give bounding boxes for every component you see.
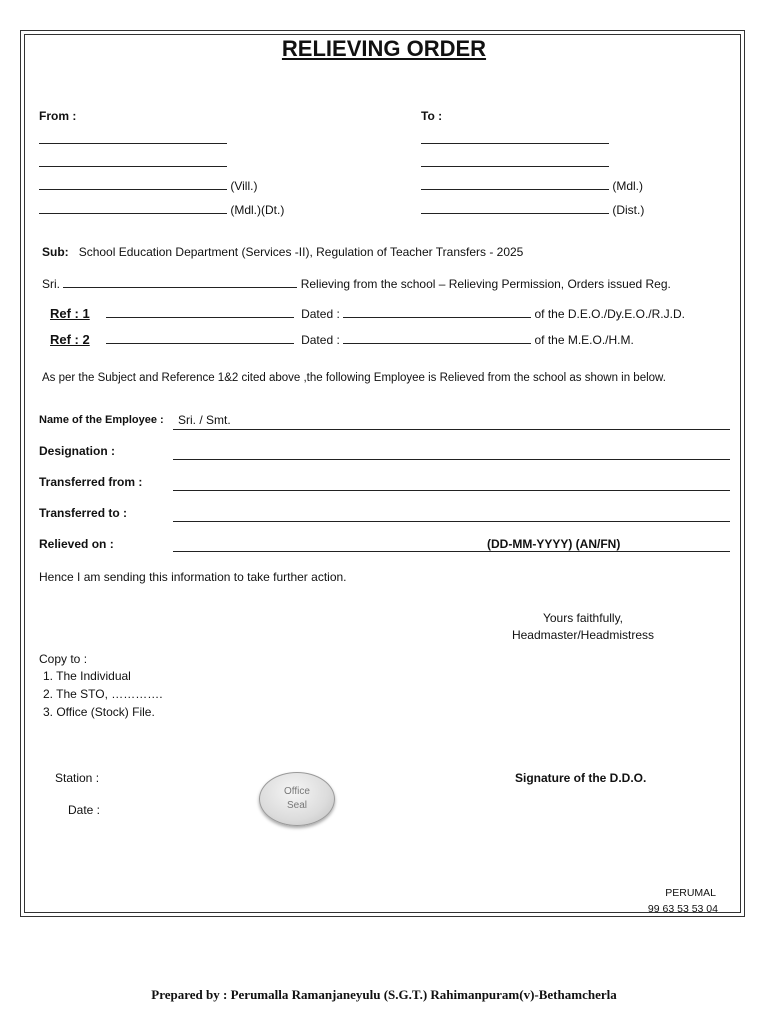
relieved-on-label: Relieved on :	[39, 537, 114, 551]
village-label: (Vill.)	[230, 179, 258, 193]
copy-to-item: 3. Office (Stock) File.	[43, 705, 155, 719]
prepared-by-footer: Prepared by : Perumalla Ramanjaneyulu (S.G.T.) Rahimanpuram(v)-Bethamcherla	[151, 987, 617, 1002]
from-label: From :	[39, 109, 77, 123]
headmaster-title: Headmaster/Headmistress	[511, 628, 655, 642]
ref-2-number-blank[interactable]	[106, 332, 294, 344]
from-line-mandal-district[interactable]	[39, 202, 284, 217]
to-line-1[interactable]	[421, 132, 609, 147]
employee-name-line[interactable]	[173, 429, 730, 430]
mandal-district-label: (Mdl.)(Dt.)	[230, 203, 285, 217]
date-label: Date :	[68, 803, 101, 817]
sri-line: Sri. Relieving from the school – Relieving Permission, Orders issued Reg.	[42, 277, 671, 291]
from-line-2[interactable]	[39, 155, 227, 170]
office-seal: Office Seal	[259, 772, 335, 826]
to-line-2[interactable]	[421, 155, 609, 170]
subject-label: Sub:	[42, 245, 69, 259]
ref-2-label: Ref : 2	[50, 332, 90, 347]
employee-name-label: Name of the Employee :	[39, 414, 164, 426]
mandal-label: (Mdl.)	[612, 179, 644, 193]
district-label: (Dist.)	[612, 203, 645, 217]
from-line-1[interactable]	[39, 132, 227, 147]
ref-1-label: Ref : 1	[50, 306, 90, 321]
from-line-village[interactable]	[39, 178, 257, 193]
hence-paragraph: Hence I am sending this information to take further action.	[39, 570, 347, 584]
copy-to-item: 1. The Individual	[43, 669, 131, 683]
to-line-mandal[interactable]	[421, 178, 643, 193]
subject-text: School Education Department (Services -II), Regulation of Teacher Transfers - 2025	[78, 245, 524, 259]
ref-2-date-blank[interactable]	[343, 332, 531, 344]
to-line-district[interactable]	[421, 202, 644, 217]
designation-label: Designation :	[39, 444, 116, 458]
contact-name: PERUMAL	[665, 887, 716, 899]
employee-name-prefix: Sri. / Smt.	[178, 413, 231, 427]
ref-1-number-blank[interactable]	[106, 306, 294, 318]
transferred-to-label: Transferred to :	[39, 506, 128, 520]
ref-1-date-blank[interactable]	[343, 306, 531, 318]
transferred-from-label: Transferred from :	[39, 475, 143, 489]
transferred-from-line[interactable]	[173, 490, 730, 491]
copy-to-label: Copy to :	[39, 652, 88, 666]
subject-line	[42, 245, 523, 259]
copy-to-item: 2. The STO, ………….	[43, 687, 163, 701]
ddo-signature-label: Signature of the D.D.O.	[515, 771, 647, 785]
to-label: To :	[421, 109, 443, 123]
document-title: RELIEVING ORDER	[281, 36, 487, 61]
ref-1-row: Ref : 1 Dated : of the D.E.O./Dy.E.O./R.J.D.	[50, 306, 685, 321]
relieved-on-format: (DD-MM-YYYY) (AN/FN)	[487, 537, 621, 551]
station-label: Station :	[55, 771, 100, 785]
transferred-to-line[interactable]	[173, 521, 730, 522]
ref-2-row: Ref : 2 Dated : of the M.E.O./H.M.	[50, 332, 634, 347]
intro-paragraph: As per the Subject and Reference 1&2 cited above ,the following Employee is Relieved from the school as shown in below.	[42, 372, 666, 384]
yours-faithfully: Yours faithfully,	[542, 611, 624, 625]
contact-phone: 99 63 53 53 04	[647, 903, 718, 915]
sri-name-blank[interactable]	[63, 276, 297, 288]
designation-line[interactable]	[173, 459, 730, 460]
relieved-on-line[interactable]	[173, 551, 730, 552]
